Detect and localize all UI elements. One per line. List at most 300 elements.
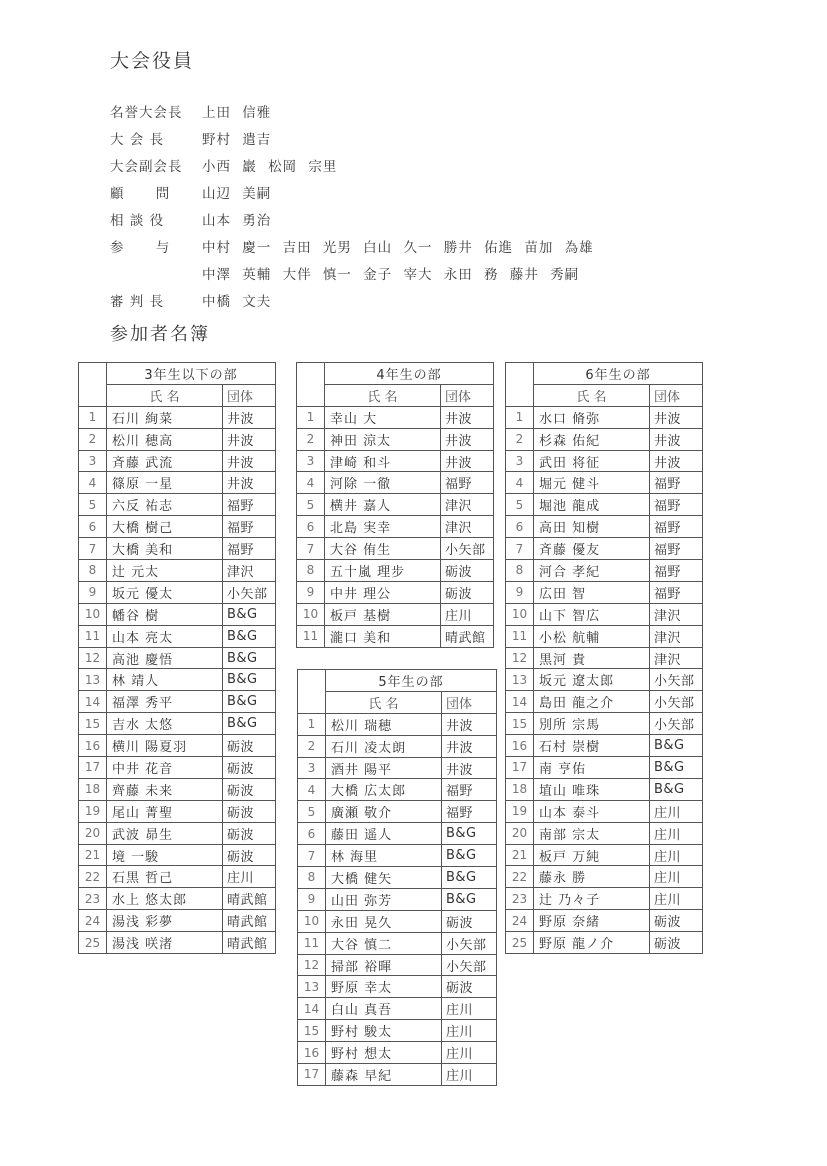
division-title-row <box>297 363 494 385</box>
row-number: 14 <box>298 998 326 1020</box>
header-row <box>79 384 276 406</box>
participant-group: 福野 <box>650 581 703 603</box>
row-number: 8 <box>506 560 534 582</box>
participant-name: 藤森 早紀 <box>326 1064 442 1086</box>
officer-row <box>110 259 594 286</box>
row-number: 24 <box>79 910 107 932</box>
row-number: 12 <box>298 954 326 976</box>
participant-group: 井波 <box>441 428 494 450</box>
table-row <box>506 581 703 603</box>
table-row <box>79 932 276 954</box>
participant-name: 大橋 健矢 <box>326 867 442 889</box>
participant-group: 庄川 <box>650 888 703 910</box>
table-row <box>506 472 703 494</box>
participant-name: 瀧口 美和 <box>325 625 441 647</box>
officer-names: 中橋 文夫 <box>202 293 272 310</box>
table-row <box>79 844 276 866</box>
participant-name: 湯浅 咲渚 <box>107 932 223 954</box>
participant-group: 庄川 <box>442 1020 497 1042</box>
participant-group: 井波 <box>223 428 276 450</box>
participant-group: 福野 <box>442 801 497 823</box>
participant-name: 島田 龍之介 <box>534 691 650 713</box>
participant-name: 野原 幸太 <box>326 976 442 998</box>
table-row <box>506 603 703 625</box>
row-number: 18 <box>506 778 534 800</box>
participant-name: 野原 奈緒 <box>534 910 650 932</box>
table-row <box>79 669 276 691</box>
officer-names: 山本 勇治 <box>202 213 272 229</box>
column-header-name: 氏 名 <box>325 384 441 406</box>
participant-group: 小矢部 <box>650 713 703 735</box>
row-number: 17 <box>506 757 534 779</box>
officer-role: 審 判 長 <box>110 293 165 310</box>
table-row <box>506 669 703 691</box>
participant-group: 福野 <box>650 472 703 494</box>
column-header-name: 氏 名 <box>534 384 650 406</box>
row-number: 21 <box>506 844 534 866</box>
participant-group: 晴武館 <box>223 888 276 910</box>
participant-group: 庄川 <box>442 1042 497 1064</box>
participant-name: 南 亨佑 <box>534 757 650 779</box>
row-number: 11 <box>506 625 534 647</box>
participant-group: 庄川 <box>650 844 703 866</box>
participant-group: 砺波 <box>650 932 703 954</box>
table-row <box>506 428 703 450</box>
participant-group: 庄川 <box>650 800 703 822</box>
table-row <box>297 450 494 472</box>
division-title: 4年生の部 <box>325 363 494 385</box>
table-row <box>79 647 276 669</box>
table-row <box>79 516 276 538</box>
row-number: 3 <box>297 450 325 472</box>
participant-name: 齊藤 未来 <box>107 778 223 800</box>
table-row <box>79 406 276 428</box>
table-row <box>79 538 276 560</box>
participant-name: 坂元 優太 <box>107 581 223 603</box>
row-number: 3 <box>506 450 534 472</box>
participant-group: 庄川 <box>442 998 497 1020</box>
participant-group: 井波 <box>650 406 703 428</box>
participant-name: 石黒 哲己 <box>107 866 223 888</box>
participant-group: 井波 <box>223 450 276 472</box>
participant-group: 津沢 <box>441 516 494 538</box>
participant-name: 辻 元太 <box>107 560 223 582</box>
participant-name: 山本 亮太 <box>107 625 223 647</box>
row-number: 24 <box>506 910 534 932</box>
participant-name: 篠原 一星 <box>107 472 223 494</box>
officer-names: 中村 慶一 吉田 光男 白山 久一 勝井 佑進 苗加 為雄 <box>202 239 594 256</box>
participant-group: B&G <box>223 603 276 625</box>
table-row <box>506 822 703 844</box>
table-row <box>298 735 497 757</box>
officer-row <box>110 286 594 313</box>
officer-role: 大 会 長 <box>110 132 165 149</box>
division-table-grade5 <box>297 669 497 1086</box>
column-header-group: 団体 <box>223 384 276 406</box>
participant-name: 中井 花音 <box>107 757 223 779</box>
officer-role: 顧 問 <box>110 186 171 203</box>
participant-group: 津沢 <box>441 494 494 516</box>
officer-row <box>110 206 594 233</box>
participant-group: B&G <box>223 647 276 669</box>
row-number: 14 <box>79 691 107 713</box>
row-number: 19 <box>79 800 107 822</box>
table-row <box>298 867 497 889</box>
participant-name: 武波 昴生 <box>107 822 223 844</box>
participant-name: 幡谷 樹 <box>107 603 223 625</box>
participant-name: 小松 航輔 <box>534 625 650 647</box>
participant-group: 福野 <box>442 779 497 801</box>
participant-name: 横川 陽夏羽 <box>107 735 223 757</box>
table-row <box>79 560 276 582</box>
participant-name: 板戸 基樹 <box>325 603 441 625</box>
table-row <box>506 932 703 954</box>
table-row <box>298 801 497 823</box>
participant-group: 福野 <box>223 538 276 560</box>
participant-group: 砺波 <box>223 822 276 844</box>
participant-group: 井波 <box>442 757 497 779</box>
table-row <box>506 494 703 516</box>
participant-name: 神田 涼太 <box>325 428 441 450</box>
officer-names: 中澤 英輔 大伴 慎一 金子 宰大 永田 務 藤井 秀嗣 <box>202 266 580 283</box>
division-title-row <box>79 363 276 385</box>
participant-name: 酒井 陽平 <box>326 757 442 779</box>
participant-name: 水口 脩弥 <box>534 406 650 428</box>
table-row <box>297 560 494 582</box>
participant-group: 井波 <box>441 450 494 472</box>
participant-group: 砺波 <box>223 757 276 779</box>
table-row <box>298 1064 497 1086</box>
row-number: 15 <box>506 713 534 735</box>
row-number: 6 <box>297 516 325 538</box>
participant-group: 井波 <box>442 713 497 735</box>
participant-group: B&G <box>442 888 497 910</box>
participant-group: 津沢 <box>650 647 703 669</box>
row-number: 6 <box>298 823 326 845</box>
division-title: 5年生の部 <box>326 670 497 692</box>
table-row <box>79 778 276 800</box>
row-number: 19 <box>506 800 534 822</box>
row-number: 20 <box>79 822 107 844</box>
row-number: 10 <box>298 910 326 932</box>
row-number: 7 <box>506 538 534 560</box>
participant-group: 福野 <box>650 560 703 582</box>
row-number: 1 <box>506 406 534 428</box>
row-number: 22 <box>506 866 534 888</box>
participant-name: 高池 慶悟 <box>107 647 223 669</box>
table-row <box>298 910 497 932</box>
participant-name: 大橋 広太郎 <box>326 779 442 801</box>
table-row <box>506 800 703 822</box>
participant-group: 砺波 <box>223 800 276 822</box>
row-number: 1 <box>297 406 325 428</box>
row-number: 7 <box>79 538 107 560</box>
participant-group: 井波 <box>442 735 497 757</box>
participant-name: 別所 宗馬 <box>534 713 650 735</box>
row-number: 6 <box>506 516 534 538</box>
division-title-row <box>298 670 497 692</box>
participant-name: 五十嵐 理步 <box>325 560 441 582</box>
row-number: 2 <box>79 428 107 450</box>
participant-name: 大谷 侑生 <box>325 538 441 560</box>
row-number: 13 <box>79 669 107 691</box>
row-number: 18 <box>79 778 107 800</box>
participant-name: 林 海里 <box>326 845 442 867</box>
column-header-name: 氏 名 <box>326 691 442 713</box>
participant-group: B&G <box>442 823 497 845</box>
participant-group: 小矢部 <box>650 669 703 691</box>
participant-name: 野村 想太 <box>326 1042 442 1064</box>
table-row <box>298 954 497 976</box>
participant-group: 津沢 <box>650 625 703 647</box>
table-row <box>79 450 276 472</box>
participant-group: B&G <box>223 713 276 735</box>
table-row <box>298 998 497 1020</box>
table-row <box>506 866 703 888</box>
table-row <box>298 757 497 779</box>
participant-group: 砺波 <box>650 910 703 932</box>
participant-group: B&G <box>223 691 276 713</box>
row-number: 23 <box>79 888 107 910</box>
row-number: 4 <box>506 472 534 494</box>
row-number: 8 <box>297 560 325 582</box>
table-row <box>297 603 494 625</box>
row-number: 2 <box>298 735 326 757</box>
table-row <box>506 560 703 582</box>
table-row <box>297 581 494 603</box>
row-number: 12 <box>506 647 534 669</box>
table-row <box>79 866 276 888</box>
row-number: 2 <box>506 428 534 450</box>
participant-group: 福野 <box>650 494 703 516</box>
participant-name: 黒河 貴 <box>534 647 650 669</box>
row-number: 4 <box>297 472 325 494</box>
row-number: 21 <box>79 844 107 866</box>
table-row <box>79 603 276 625</box>
participant-group: 庄川 <box>223 866 276 888</box>
participant-name: 水上 悠太郎 <box>107 888 223 910</box>
table-row <box>298 888 497 910</box>
officer-names: 上田 信雅 <box>202 105 272 122</box>
table-row <box>79 494 276 516</box>
participant-name: 山田 弥芳 <box>326 888 442 910</box>
table-row <box>79 472 276 494</box>
participant-name: 林 靖人 <box>107 669 223 691</box>
row-number: 11 <box>298 932 326 954</box>
participant-name: 廣瀬 敬介 <box>326 801 442 823</box>
table-row <box>298 932 497 954</box>
header-row <box>506 384 703 406</box>
row-number: 25 <box>79 932 107 954</box>
row-number: 9 <box>79 581 107 603</box>
table-row <box>79 910 276 932</box>
participant-name: 松川 穂高 <box>107 428 223 450</box>
table-row <box>298 1042 497 1064</box>
table-row <box>506 450 703 472</box>
participant-group: 砺波 <box>441 560 494 582</box>
row-number: 2 <box>297 428 325 450</box>
table-row <box>506 691 703 713</box>
participant-group: 小矢部 <box>441 538 494 560</box>
row-number: 16 <box>298 1042 326 1064</box>
participant-name: 幸山 大 <box>325 406 441 428</box>
row-number: 17 <box>79 757 107 779</box>
row-number: 9 <box>298 888 326 910</box>
row-number: 14 <box>506 691 534 713</box>
participant-group: 小矢部 <box>442 954 497 976</box>
division-table-grade3-and-under <box>78 362 276 954</box>
row-number: 3 <box>79 450 107 472</box>
participant-name: 山本 泰斗 <box>534 800 650 822</box>
participant-group: 福野 <box>223 516 276 538</box>
participant-group: 庄川 <box>442 1064 497 1086</box>
participant-group: B&G <box>650 757 703 779</box>
participant-group: B&G <box>223 625 276 647</box>
table-row <box>297 538 494 560</box>
table-row <box>79 625 276 647</box>
participant-group: 砺波 <box>441 581 494 603</box>
table-row <box>506 538 703 560</box>
participant-group: 小矢部 <box>442 932 497 954</box>
table-row <box>298 1020 497 1042</box>
participant-group: 庄川 <box>650 822 703 844</box>
participant-name: 辻 乃々子 <box>534 888 650 910</box>
participant-name: 河除 一徹 <box>325 472 441 494</box>
column-header-group: 団体 <box>650 384 703 406</box>
row-number: 23 <box>506 888 534 910</box>
participant-group: 福野 <box>650 516 703 538</box>
row-number: 3 <box>298 757 326 779</box>
row-number: 5 <box>79 494 107 516</box>
table-row <box>506 647 703 669</box>
officer-names: 山辺 美嗣 <box>202 186 272 203</box>
row-number: 10 <box>506 603 534 625</box>
row-number: 17 <box>298 1064 326 1086</box>
participant-group: 小矢部 <box>650 691 703 713</box>
participant-name: 板戸 万純 <box>534 844 650 866</box>
table-row <box>297 428 494 450</box>
participant-name: 堀池 龍成 <box>534 494 650 516</box>
participant-name: 松川 瑞穂 <box>326 713 442 735</box>
row-number: 13 <box>506 669 534 691</box>
participant-name: 掃部 裕暉 <box>326 954 442 976</box>
officer-role: 相 談 役 <box>110 213 165 229</box>
row-number: 16 <box>79 735 107 757</box>
table-row <box>297 516 494 538</box>
officers-heading: 大会役員 <box>110 50 195 72</box>
participant-group: 砺波 <box>223 844 276 866</box>
row-number: 5 <box>297 494 325 516</box>
participant-group: 晴武館 <box>223 910 276 932</box>
officer-row <box>110 152 594 179</box>
participant-group: 津沢 <box>650 603 703 625</box>
table-row <box>297 406 494 428</box>
table-row <box>506 516 703 538</box>
participant-name: 高田 知樹 <box>534 516 650 538</box>
participant-name: 尾山 菁聖 <box>107 800 223 822</box>
division-title: 3年生以下の部 <box>107 363 276 385</box>
table-row <box>506 844 703 866</box>
participant-name: 河合 孝紀 <box>534 560 650 582</box>
table-row <box>79 713 276 735</box>
table-row <box>79 822 276 844</box>
participant-name: 六反 祐志 <box>107 494 223 516</box>
column-header-group: 団体 <box>442 691 497 713</box>
row-number: 1 <box>298 713 326 735</box>
participant-name: 横井 嘉人 <box>325 494 441 516</box>
participant-name: 山下 智広 <box>534 603 650 625</box>
participant-name: 永田 晃久 <box>326 910 442 932</box>
participant-name: 中井 理公 <box>325 581 441 603</box>
participant-name: 石村 崇樹 <box>534 735 650 757</box>
officer-row <box>110 179 594 206</box>
participant-group: 砺波 <box>442 976 497 998</box>
table-row <box>297 494 494 516</box>
participant-group: B&G <box>442 845 497 867</box>
participant-group: 井波 <box>223 406 276 428</box>
participants-heading: 参加者名簿 <box>110 324 210 345</box>
table-row <box>298 845 497 867</box>
participant-name: 南部 宗太 <box>534 822 650 844</box>
row-number: 5 <box>506 494 534 516</box>
header-row <box>298 691 497 713</box>
participant-name: 武田 将征 <box>534 450 650 472</box>
row-number: 8 <box>298 867 326 889</box>
participant-name: 坂元 遼太郎 <box>534 669 650 691</box>
division-table-grade4 <box>296 362 494 648</box>
participant-group: B&G <box>650 778 703 800</box>
officers-list <box>110 98 594 313</box>
officer-row <box>110 125 594 152</box>
participant-group: 井波 <box>223 472 276 494</box>
table-row <box>79 581 276 603</box>
participant-group: B&G <box>650 735 703 757</box>
participant-group: B&G <box>223 669 276 691</box>
row-number: 15 <box>79 713 107 735</box>
table-row <box>79 757 276 779</box>
table-row <box>506 735 703 757</box>
row-number: 8 <box>79 560 107 582</box>
row-number: 6 <box>79 516 107 538</box>
participant-name: 白山 真吾 <box>326 998 442 1020</box>
participant-name: 広田 智 <box>534 581 650 603</box>
participant-name: 石川 凌太朗 <box>326 735 442 757</box>
officer-role: 参 与 <box>110 239 171 256</box>
row-number: 10 <box>79 603 107 625</box>
participant-group: 砺波 <box>223 735 276 757</box>
column-header-group: 団体 <box>441 384 494 406</box>
participant-name: 福澤 秀平 <box>107 691 223 713</box>
table-row <box>506 910 703 932</box>
participant-name: 大谷 慎二 <box>326 932 442 954</box>
participant-name: 大橋 美和 <box>107 538 223 560</box>
participant-name: 杉森 佑紀 <box>534 428 650 450</box>
participant-name: 湯浅 彩夢 <box>107 910 223 932</box>
row-number: 20 <box>506 822 534 844</box>
participant-name: 藤田 遥人 <box>326 823 442 845</box>
division-title-row <box>506 363 703 385</box>
participant-name: 藤永 勝 <box>534 866 650 888</box>
table-row <box>506 778 703 800</box>
row-number: 7 <box>297 538 325 560</box>
row-number: 10 <box>297 603 325 625</box>
table-row <box>298 713 497 735</box>
row-number: 13 <box>298 976 326 998</box>
row-number: 4 <box>79 472 107 494</box>
participant-name: 斉藤 優友 <box>534 538 650 560</box>
participant-name: 北島 実幸 <box>325 516 441 538</box>
officer-role: 大会副会長 <box>110 159 183 176</box>
